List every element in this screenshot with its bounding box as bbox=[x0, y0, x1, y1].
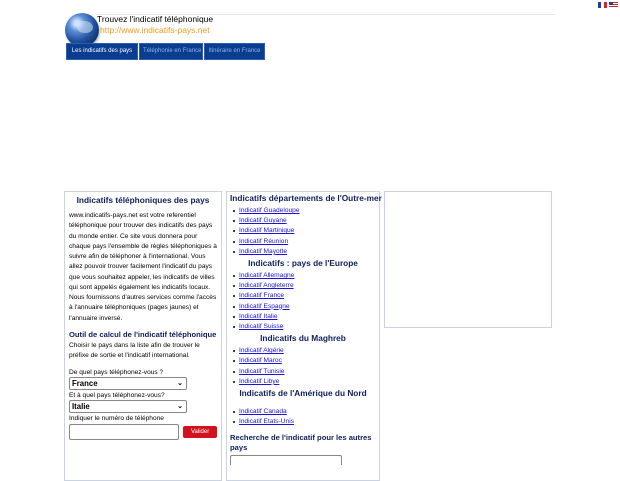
site-title: Trouvez l'indicatif téléphonique bbox=[97, 14, 214, 24]
maghreb-title: Indicatifs du Maghreb bbox=[260, 333, 346, 344]
link-reunion[interactable]: Indicatif Réunion bbox=[239, 237, 289, 245]
europe-title: Indicatifs : pays de l'Europe bbox=[248, 258, 358, 269]
list-item bbox=[239, 377, 376, 387]
link-espagne[interactable]: Indicatif Espagne bbox=[239, 302, 290, 310]
list-item bbox=[239, 356, 376, 366]
list-item bbox=[239, 407, 376, 417]
list-item bbox=[239, 247, 376, 257]
link-italie[interactable]: Indicatif Italie bbox=[239, 312, 278, 320]
list-item bbox=[239, 346, 376, 356]
validate-button[interactable]: Valider bbox=[183, 426, 217, 438]
left-panel bbox=[64, 191, 222, 481]
nav-les-indicatifs-des-pays[interactable]: Les indicatifs des pays bbox=[66, 43, 138, 60]
link-martinique[interactable]: Indicatif Martinique bbox=[239, 227, 295, 235]
phone-number-label: Indiquer le numéro de téléphone bbox=[69, 414, 164, 422]
link-france[interactable]: Indicatif France bbox=[239, 292, 285, 300]
right-panel-ad-area bbox=[384, 191, 552, 328]
other-countries-select[interactable] bbox=[230, 455, 342, 465]
outremer-list bbox=[230, 206, 376, 257]
europe-list bbox=[230, 271, 376, 332]
from-country-select[interactable] bbox=[69, 377, 187, 390]
middle-panel bbox=[226, 191, 380, 481]
list-item bbox=[239, 226, 376, 236]
site-url-link[interactable]: http://www.indicatifs-pays.net bbox=[100, 25, 210, 35]
outremer-title: Indicatifs départements de l'Outre-mer bbox=[230, 193, 382, 203]
from-country-label: De quel pays téléphonez-vous ? bbox=[69, 368, 164, 376]
phone-row bbox=[69, 424, 217, 440]
link-canada[interactable]: Indicatif Canada bbox=[239, 408, 287, 416]
list-item bbox=[239, 312, 376, 322]
north-america-list bbox=[230, 407, 376, 427]
link-maroc[interactable]: Indicatif Maroc bbox=[239, 357, 282, 365]
to-country-select[interactable] bbox=[69, 400, 187, 413]
left-panel-title: Indicatifs téléphoniques des pays bbox=[76, 195, 210, 205]
list-item bbox=[239, 206, 376, 216]
list-item bbox=[239, 417, 376, 427]
list-item bbox=[239, 322, 376, 332]
list-item bbox=[239, 302, 376, 312]
intro-text: www.indicatifs-pays.net est votre referentiel téléphonique pour trouver des indicatifs des pays du monde entier. Ce site vous donnera pour chaque pays l'ensemble de règles téléphoniques à suivre afin de téléphoner à l'international. Vous allez pouvoir trouver facilement l'indicatif du pays que vous souhaitez appeler, les indicatifs de villes qui sont appelés également les indicatifs locaux. Nous fournissons d'autres services comme l'accès à l'annuaire téléphoniques (pages jaunes) et l'annuaire inversé. bbox=[69, 212, 217, 322]
list-item bbox=[239, 281, 376, 291]
list-item bbox=[239, 367, 376, 377]
from-country-value: France bbox=[72, 378, 98, 388]
north-america-title: Indicatifs de l'Amérique du Nord bbox=[239, 388, 367, 399]
chevron-down-icon: ⌄ bbox=[177, 379, 183, 387]
list-item bbox=[239, 271, 376, 281]
list-item bbox=[239, 216, 376, 226]
maghreb-list bbox=[230, 346, 376, 387]
list-item bbox=[239, 291, 376, 301]
link-guyane[interactable]: Indicatif Guyane bbox=[239, 217, 287, 225]
nav-telephonie-en-france[interactable]: Téléphonie en France bbox=[139, 43, 203, 60]
fr-flag-icon[interactable] bbox=[598, 2, 607, 8]
nav-itineraire-en-france[interactable]: Itinéraire en France bbox=[204, 43, 265, 60]
link-etats-unis[interactable]: Indicatif Etats-Unis bbox=[239, 418, 294, 426]
list-item bbox=[239, 237, 376, 247]
to-country-label: Et à quel pays téléphonez-vous? bbox=[69, 391, 165, 399]
tool-description: Choisir le pays dans la liste afin de trouver le préfixe de sortie et l'indicatif international. bbox=[69, 341, 200, 360]
us-flag-icon[interactable] bbox=[609, 2, 618, 8]
link-suisse[interactable]: Indicatif Suisse bbox=[239, 323, 284, 331]
link-tunisie[interactable]: Indicatif Tunisie bbox=[239, 367, 285, 375]
to-country-value: Italie bbox=[72, 401, 90, 411]
link-algerie[interactable]: Indicatif Algérie bbox=[239, 347, 284, 355]
link-allemagne[interactable]: Indicatif Allemagne bbox=[239, 272, 295, 280]
link-angleterre[interactable]: Indicatif Angleterre bbox=[239, 282, 294, 290]
chevron-down-icon: ⌄ bbox=[177, 402, 183, 410]
link-guadeloupe[interactable]: Indicatif Guadeloupe bbox=[239, 207, 300, 214]
tool-title: Outil de calcul de l'indicatif téléphonique bbox=[69, 329, 217, 339]
language-flags bbox=[598, 2, 618, 8]
globe-logo-icon[interactable] bbox=[65, 13, 99, 47]
other-countries-search-title: Recherche de l'indicatif pour les autres pays bbox=[230, 433, 372, 453]
link-libye[interactable]: Indicatif Libye bbox=[239, 377, 280, 385]
phone-number-input[interactable] bbox=[69, 424, 179, 440]
link-mayotte[interactable]: Indicatif Mayotte bbox=[239, 247, 288, 255]
main-nav bbox=[66, 43, 265, 60]
